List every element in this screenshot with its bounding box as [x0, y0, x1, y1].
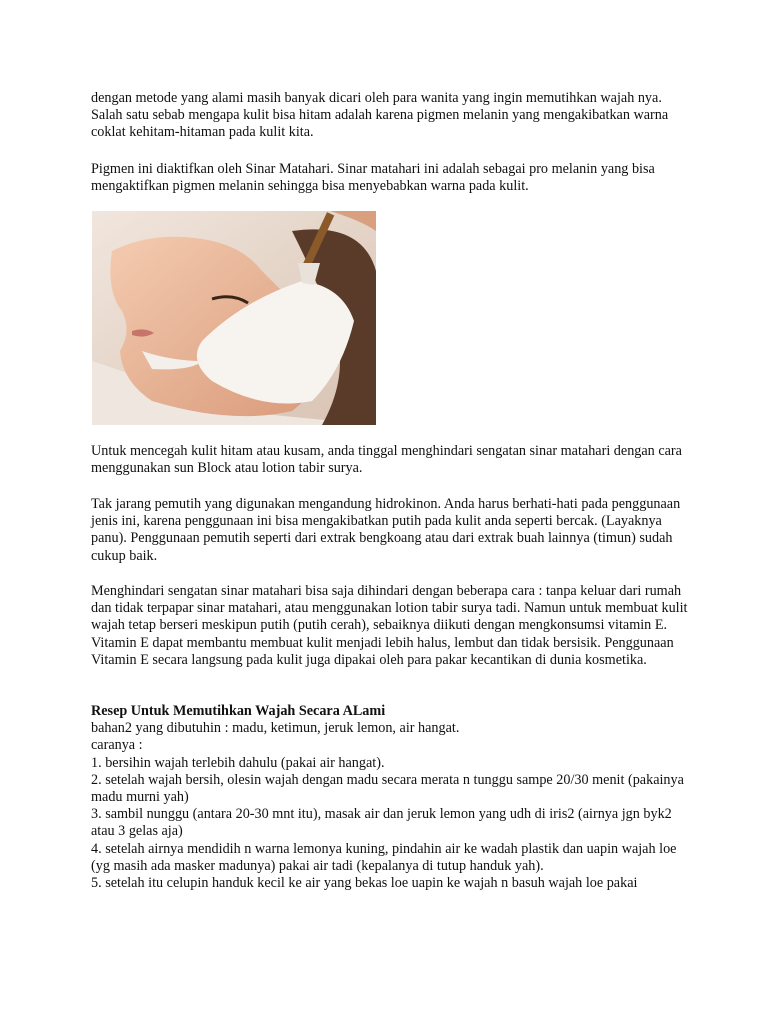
paragraph-sunlight: Pigmen ini diaktifkan oleh Sinar Matahari. Sinar matahari ini adalah sebagai pro melanin yang bisa mengaktifkan pigmen melanin sehingga bisa menyebabkan warna pada kulit.	[91, 161, 655, 195]
recipe-step: 5. setelah itu celupin handuk kecil ke air yang bekas loe uapin ke wajah n basuh wajah loe pakai	[91, 875, 638, 892]
facial-mask-photo	[92, 211, 376, 425]
recipe-step: 3. sambil nunggu (antara 20-30 mnt itu), masak air dan jeruk lemon yang udh di iris2 (airnya jgn byk2 atau 3 gelas aja)	[91, 806, 672, 840]
paragraph-hydroquinone: Tak jarang pemutih yang digunakan mengandung hidrokinon. Anda harus berhati-hati pada penggunaan jenis ini, karena penggunaan ini bisa mengakibatkan putih pada kulit anda seperti bercak. (Layaknya panu). Penggunaan pemutih seperti dari extrak bengkoang atau dari extrak buah lainnya (timun) sudah cukup baik.	[91, 496, 681, 564]
recipe-ingredients: bahan2 yang dibutuhin : madu, ketimun, jeruk lemon, air hangat.	[91, 720, 460, 737]
recipe-heading: Resep Untuk Memutihkan Wajah Secara ALami	[91, 703, 386, 719]
recipe-method-label: caranya :	[91, 737, 143, 754]
recipe-step: 1. bersihin wajah terlebih dahulu (pakai air hangat).	[91, 754, 385, 771]
paragraph-intro: dengan metode yang alami masih banyak dicari oleh para wanita yang ingin memutihkan wajah nya. Salah satu sebab mengapa kulit bisa hitam adalah karena pigmen melanin yang mengakibatkan warna coklat kehitam-hitaman pada kulit kita.	[91, 90, 669, 141]
recipe-section	[91, 703, 691, 892]
facial-mask-illustration	[92, 211, 376, 425]
recipe-step: 2. setelah wajah bersih, olesin wajah dengan madu secara merata n tunggu sampe 20/30 menit (pakainya madu murni yah)	[91, 771, 684, 806]
paragraph-prevention: Untuk mencegah kulit hitam atau kusam, anda tinggal menghindari sengatan sinar matahari dengan cara menggunakan sun Block atau lotion tabir surya.	[91, 443, 682, 477]
paragraph-vitamin-e: Menghindari sengatan sinar matahari bisa saja dihindari dengan beberapa cara : tanpa keluar dari rumah dan tidak terpapar sinar matahari, atau menggunakan lotion tabir surya tadi. Namun untuk membuat kulit wajah tetap berseri meskipun putih (putih cerah), sebaiknya diikuti dengan mengkonsumsi vitamin E. Vitamin E dapat membantu membuat kulit menjadi lebih halus, lembut dan tidak bersisik. Penggunaan Vitamin E secara langsung pada kulit juga dipakai oleh para pakar kecantikan di dunia kosmetika.	[91, 583, 688, 668]
recipe-step: 4. setelah airnya mendidih n warna lemonya kuning, pindahin air ke wadah plastik dan uapin wajah loe (yg masih ada masker madunya) pakai air tadi (kepalanya di tutup handuk yah).	[91, 840, 677, 874]
